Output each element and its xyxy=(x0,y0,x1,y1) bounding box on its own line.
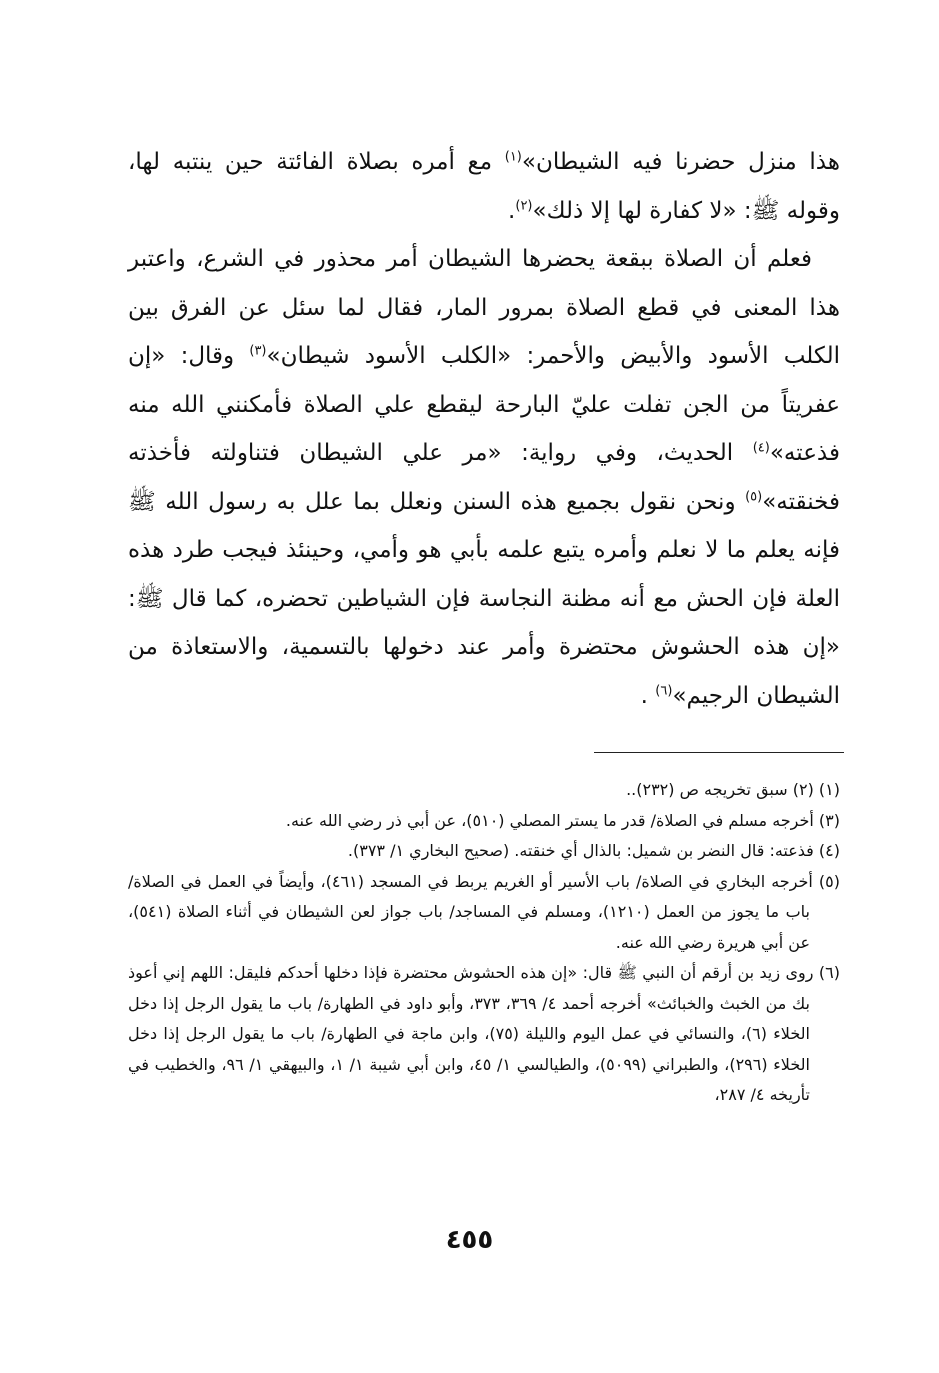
footnote-ref: (١) xyxy=(504,149,522,165)
text-segment: هذا منزل حضرنا فيه الشيطان» xyxy=(521,149,840,175)
text-segment: وقال: «إن عفريتاً من الجن تفلت عليّ البارحة ليقطع علي الصلاة فأمكنني الله منه فذعته» xyxy=(128,343,840,466)
main-text xyxy=(128,138,840,720)
footnote-ref: (٦) xyxy=(655,682,673,698)
text-segment: فعلم أن الصلاة ببقعة يحضرها الشيطان أمر محذور في الشرع، واعتبر هذا المعنى في قطع الصلاة بمرور المار، فقال لما سئل عن الفرق بين الكلب الأسود والأبيض والأحمر: «الكلب الأسود شيطان» xyxy=(128,246,841,369)
footnote: (٥) أخرجه البخاري في الصلاة/ باب الأسير أو الغريم يربط في المسجد (٤٦١)، وأيضاً في العمل في الصلاة/ باب ما يجوز من العمل (١٢١٠)، ومسلم في المساجد/ باب جواز لعن الشيطان في أثناء الصلاة (٥٤١)، عن أبي هريرة رضي الله عنه. xyxy=(128,871,840,952)
paragraph-2 xyxy=(128,235,840,720)
text-segment: . xyxy=(640,682,656,709)
footnote: (٤) فذعته: قال النضر بن شميل: بالذال أي خنقته. (صحيح البخاري ١/ ٣٧٣). xyxy=(347,841,840,860)
paragraph-1 xyxy=(128,138,840,235)
page-number: ٤٥٥ xyxy=(445,1225,494,1255)
footnote: (١) (٢) سبق تخريجه ص (٢٣٢).. xyxy=(626,780,840,799)
text-segment: مع أمره بصلاة الفائتة حين ينتبه لها، وقوله ﷺ: «لا كفارة لها إلا ذلك» xyxy=(128,149,840,224)
footnote-ref: (٥) xyxy=(745,488,763,504)
footnote-ref: (٣) xyxy=(249,343,267,359)
footnote: (٦) روى زيد بن أرقم أن النبي ﷺ قال: «إن هذه الحشوش محتضرة فإذا دخلها أحدكم فليقل: اللهم إني أعوذ بك من الخبث والخبائث» أخرجه أحمد ٤/ ٣٦٩، ٣٧٣، وأبو داود في الطهارة/ باب ما يقول الرجل إذا دخل الخلاء (٦)، والنسائي في عمل اليوم والليلة (٧٥)، وابن ماجة في الطهارة/ باب ما يقول الرجل إذا دخل الخلاء (٢٩٦)، والطبراني (٥٠٩٩)، والطيالسي ١/ ٤٥، وابن أبي شيبة ١/ ١، والبيهقي ١/ ٩٦، والخطيب في تأريخه ٤/ ٢٨٧، xyxy=(128,963,840,1104)
text-segment: . xyxy=(508,197,516,224)
text-segment: الحديث، وفي رواية: «مر علي الشيطان فتناولته فأخذته فخنقته» xyxy=(128,440,840,515)
text-segment: ونحن نقول بجميع هذه السنن ونعلل بما علل به رسول الله ﷺ فإنه يعلم ما لا نعلم وأمره يتبع علمه بأبي هو وأمي، وحينئذ فيجب طرد هذه العلة فإن الحش مع أنه مظنة النجاسة فإن الشياطين تحضره، كما قال ﷺ: «إن هذه الحشوش محتضرة وأمر عند دخولها بالتسمية، والاستعاذة من الشيطان الرجيم» xyxy=(128,488,840,709)
footnote-ref: (٤) xyxy=(752,440,770,456)
footnote-separator xyxy=(594,752,844,753)
footnotes xyxy=(128,775,840,1111)
footnote-ref: (٢) xyxy=(515,197,533,213)
footnote: (٣) أخرجه مسلم في الصلاة/ قدر ما يستر المصلي (٥١٠)، عن أبي ذر رضي الله عنه. xyxy=(285,810,840,830)
